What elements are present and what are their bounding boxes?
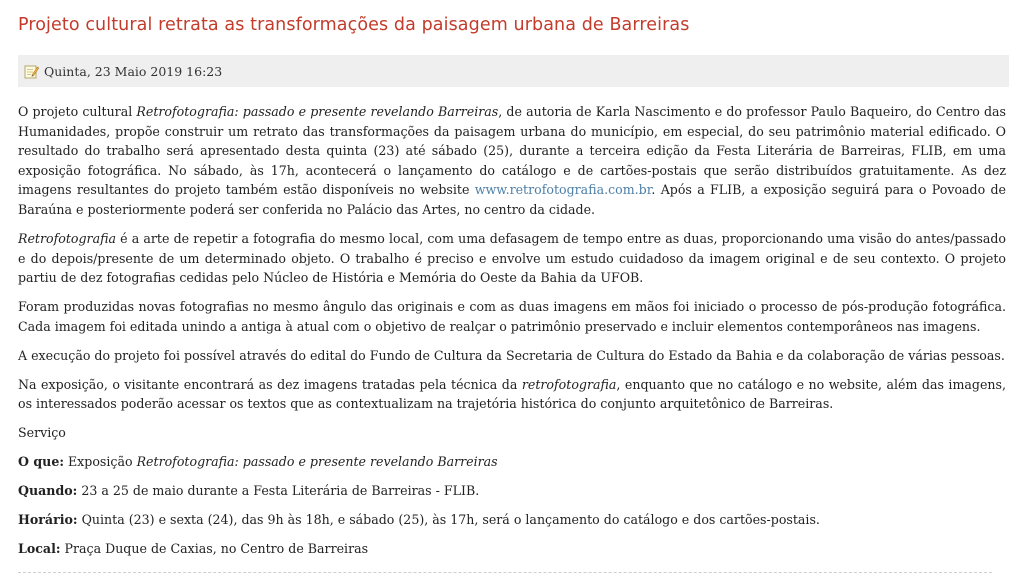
paragraph: O projeto cultural Retrofotografia: passado e presente revelando Barreiras, de autoria de Karla Nascimento e do professor Paulo Baqueiro, do Centro das Humanidades, propõe construir um retrato das transformações da paisagem urbana do município, em especial, do seu patrimônio material edificado. O resultado do trabalho será apresentado desta quinta (23) até sábado (25), durante a terceira edição da Festa Literária de Barreiras, FLIB, em uma exposição fotográfica. No sábado, às 17h, acontecerá o lançamento do catálogo e de cartões-postais que serão distribuídos gratuitamente. As dez imagens resultantes do projeto também estão disponíveis no website www.retrofotografia.com.br. Após a FLIB, a exposição seguirá para o Povoado de Baraúna e posteriormente poderá ser conferida no Palácio das Artes, no centro da cidade. (18, 104, 1007, 217)
servico-quando: Quando: 23 a 25 de maio durante a Festa Literária de Barreiras - FLIB. (18, 483, 480, 499)
article-body (18, 102, 1006, 559)
servico-horario: Horário: Quinta (23) e sexta (24), das 9h às 18h, e sábado (25), às 17h, será o lançamento do catálogo e dos cartões-postais. (18, 512, 820, 528)
servico-local: Local: Praça Duque de Caxias, no Centro de Barreiras (18, 541, 369, 557)
article-title: Projeto cultural retrata as transformações da paisagem urbana de Barreiras (18, 15, 690, 35)
servico-heading: Serviço (18, 425, 66, 441)
paragraph: Na exposição, o visitante encontrará as dez imagens tratadas pela técnica da retrofotografia, enquanto que no catálogo e no website, além das imagens, os interessados poderão acessar os textos que as contextualizam na trajetória histórica do conjunto arquitetônico de Barreiras. (18, 376, 1007, 412)
publish-date: Quinta, 23 Maio 2019 16:23 (44, 63, 223, 79)
notepad-pencil-icon (24, 64, 39, 79)
divider (18, 572, 992, 573)
paragraph: Foram produzidas novas fotografias no mesmo ângulo das originais e com as duas imagens em mãos foi iniciado o processo de pós-produção fotográfica. Cada imagem foi editada unindo a antiga à atual com o objetivo de realçar o patrimônio preservado e incluir elementos contemporâneos nas imagens. (18, 299, 1006, 334)
servico-oque: O que: Exposição Retrofotografia: passado e presente revelando Barreiras (18, 454, 498, 470)
paragraph: A execução do projeto foi possível através do edital do Fundo de Cultura da Secretaria de Cultura do Estado da Bahia e da colaboração de várias pessoas. (18, 347, 1005, 363)
project-name: Retrofotografia: passado e presente revelando Barreiras (136, 104, 499, 119)
article-info-bar (18, 55, 1009, 87)
website-link[interactable]: www.retrofotografia.com.br (474, 182, 652, 198)
paragraph: Retrofotografia é a arte de repetir a fotografia do mesmo local, com uma defasagem de tempo entre as duas, proporcionando uma visão do antes/passado e do depois/presente de um determinado objeto. O trabalho é preciso e envolve um estudo cuidadoso da imagem original e de seu contexto. O projeto partiu de dez fotografias cedidas pelo Núcleo de História e Memória do Oeste da Bahia da UFOB. (18, 230, 1006, 286)
